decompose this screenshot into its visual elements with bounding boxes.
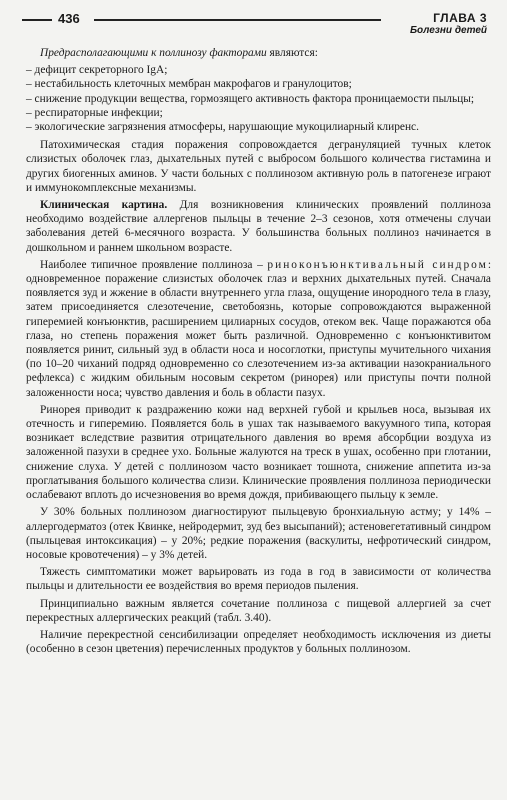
paragraph-clinical: [26, 198, 491, 255]
factors-list: [26, 63, 491, 134]
list-item: – респираторные инфекции;: [26, 106, 163, 119]
page-body: [26, 46, 491, 659]
header-rule: [94, 19, 381, 21]
list-item: – снижение продукции вещества, гормозящего активность фактора проницаемости пыльцы;: [26, 92, 475, 105]
paragraph-cross-sensitization: Наличие перекрестной сенсибилизации определяет необходимость исключения из диеты (особенно в сезон цветения) перечисленных продуктов у больных поллинозом.: [26, 628, 491, 656]
list-item: – дефицит секреторного IgA;: [26, 64, 168, 77]
syndrome-term: риноконъюнктивальный синдром: [267, 258, 488, 271]
typical-before: Наиболее типичное проявление поллиноза –: [40, 258, 268, 271]
list-item: – нестабильность клеточных мембран макрофагов и гранулоцитов;: [26, 78, 352, 91]
factors-lead-rest: являются:: [266, 47, 318, 59]
paragraph-combination: Принципиально важным является сочетание поллиноза с пищевой аллергией за счет перекрестных аллергических реакций (табл. 3.40).: [26, 597, 491, 624]
paragraph-rhinorrhea: Ринорея приводит к раздражению кожи над верхней губой и крыльев носа, вызывая их отечность и гиперемию. Появляется боль в ушах так называемого вакуумного типа, которая возникает вследствие развития отрицательного давления во время абсорбции воздуха из заложенной пазухи в среднее ухо. Больные жалуются на треск в ушах, особенно при глотании, снижение слуха. У детей с поллинозом часто возникает тошнота, снижение аппетита из-за проглатывания большого количества слизи. Клинические проявления поллиноза периодически ослабевают вплоть до исчезновения во время дождя, прибивающего пыльцу к земле.: [26, 403, 491, 502]
paragraph-typical: [26, 258, 491, 400]
paragraph-asthma: У 30% больных поллинозом диагностируют пыльцевую бронхиальную астму; у 14% – аллергодерматоз (отек Квинке, нейродермит, зуд без высыпаний); астеновегетативный синдром (пыльцевая интоксикация) – у 20%; редкие поражения (васкулиты, нефротический синдром, носовые кровотечения) – у 3% детей.: [26, 506, 491, 561]
typical-after: : одновременное поражение слизистых оболочек глаз и верхних дыхательных путей. Сначала появляется зуд и жжение в области внутреннего угла глаза, ощущение инородного тела в глазу, затем присоединяется слезотечение, светобоязнь, которые сопровождаются выраженной гиперемией конъюнктив, расширением цилиарных сосудов, отеком век. Чаще поражаются оба глаза, но степень поражения может быть различной. Одновременно с конъюнктивитом появляется ринит, сильный зуд в области носа и носоглотки, приступы мучительного чихания (по 10–20 чиханий подряд одновременно со слезотечением из-за активации назокраниального рефлекса) с жидким обильным носовым секретом (ринорея) или приступы почти полной заложенности носа; чувство давления и боль в области пазух.: [26, 258, 491, 399]
clinical-text: Для возникновения клинических проявлений поллиноза необходимо воздействие аллергенов пыльцы в течение 2–3 сезонов, хотя отмечены случаи заболевания детей 6-месячного возраста. У большинства больных поллиноз начинается в дошкольном и раннем школьном возрасте.: [26, 199, 491, 254]
paragraph-pathochemical: Патохимическая стадия поражения сопровождается дегрануляцией тучных клеток слизистых оболочек глаз, дыхательных путей с выбросом большого количества гистамина и других биогенных аминов. У части больных с поллинозом активную роль в патогенезе играют и иммунокомплексные механизмы.: [26, 139, 491, 194]
header-rule-left: [22, 19, 52, 21]
list-item: – экологические загрязнения атмосферы, нарушающие мукоцилиарный клиренс.: [26, 121, 419, 134]
factors-intro: [26, 46, 491, 60]
chapter-title: ГЛАВА 3: [433, 11, 487, 25]
running-header: [22, 10, 493, 40]
page-number: 436: [58, 11, 80, 26]
chapter-subtitle: Болезни детей: [409, 25, 487, 36]
clinical-heading: Клиническая картина.: [40, 199, 168, 212]
paragraph-severity: Тяжесть симптоматики может варьировать из года в год в зависимости от количества пыльцы и длительности ее воздействия во время периодов пыления.: [26, 566, 491, 593]
factors-lead: Предрасполагающими к поллинозу факторами: [40, 47, 267, 59]
